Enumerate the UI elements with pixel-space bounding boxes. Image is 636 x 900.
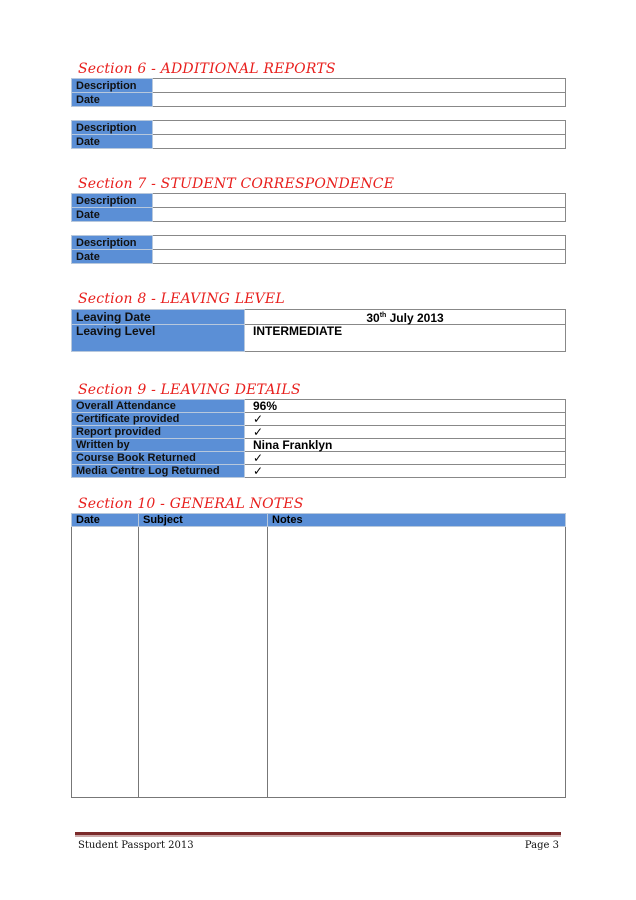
leaving-level-label: Leaving Level bbox=[72, 325, 245, 352]
report-provided-label: Report provided bbox=[72, 426, 245, 439]
description-field[interactable] bbox=[153, 236, 566, 250]
section-7-title: Section 7 - STUDENT CORRESPONDENCE bbox=[78, 176, 395, 192]
date-field[interactable] bbox=[153, 93, 566, 107]
overall-attendance-value: 96% bbox=[245, 400, 566, 413]
table-row bbox=[72, 452, 566, 465]
notes-subject-cell[interactable] bbox=[139, 527, 268, 798]
description-label: Description bbox=[72, 194, 153, 208]
description-label: Description bbox=[72, 236, 153, 250]
footer-title: Student Passport 2013 bbox=[78, 840, 194, 851]
course-book-returned-label: Course Book Returned bbox=[72, 452, 245, 465]
certificate-provided-check: ✓ bbox=[245, 413, 566, 426]
course-book-returned-check: ✓ bbox=[245, 452, 566, 465]
footer-divider bbox=[75, 832, 561, 837]
date-field[interactable] bbox=[153, 135, 566, 149]
description-field[interactable] bbox=[153, 79, 566, 93]
section-6-entry-2 bbox=[71, 120, 566, 149]
table-row bbox=[72, 439, 566, 452]
general-notes-table bbox=[71, 513, 566, 798]
description-label: Description bbox=[72, 79, 153, 93]
table-row bbox=[72, 465, 566, 478]
date-label: Date bbox=[72, 135, 153, 149]
column-header-date: Date bbox=[72, 514, 139, 527]
overall-attendance-label: Overall Attendance bbox=[72, 400, 245, 413]
section-8-title: Section 8 - LEAVING LEVEL bbox=[78, 291, 285, 307]
leaving-details-table bbox=[71, 399, 566, 478]
written-by-label: Written by bbox=[72, 439, 245, 452]
media-centre-log-returned-check: ✓ bbox=[245, 465, 566, 478]
certificate-provided-label: Certificate provided bbox=[72, 413, 245, 426]
column-header-subject: Subject bbox=[139, 514, 268, 527]
column-header-notes: Notes bbox=[268, 514, 566, 527]
description-field[interactable] bbox=[153, 194, 566, 208]
date-field[interactable] bbox=[153, 208, 566, 222]
table-row bbox=[72, 426, 566, 439]
leaving-level-table bbox=[71, 309, 566, 352]
table-row bbox=[72, 400, 566, 413]
section-7-entry-2 bbox=[71, 235, 566, 264]
section-9-title: Section 9 - LEAVING DETAILS bbox=[78, 382, 301, 398]
page-number: Page 3 bbox=[524, 840, 559, 851]
written-by-value: Nina Franklyn bbox=[245, 439, 566, 452]
leaving-date-value: 30th July 2013 bbox=[245, 310, 566, 325]
section-10-title: Section 10 - GENERAL NOTES bbox=[78, 496, 304, 512]
leaving-date-label: Leaving Date bbox=[72, 310, 245, 325]
date-label: Date bbox=[72, 93, 153, 107]
report-provided-check: ✓ bbox=[245, 426, 566, 439]
description-field[interactable] bbox=[153, 121, 566, 135]
section-7-entry-1 bbox=[71, 193, 566, 222]
notes-date-cell[interactable] bbox=[72, 527, 139, 798]
table-row bbox=[72, 413, 566, 426]
date-label: Date bbox=[72, 208, 153, 222]
media-centre-log-returned-label: Media Centre Log Returned bbox=[72, 465, 245, 478]
section-6-entry-1 bbox=[71, 78, 566, 107]
section-6-title: Section 6 - ADDITIONAL REPORTS bbox=[78, 61, 336, 77]
leaving-level-value: INTERMEDIATE bbox=[245, 325, 566, 352]
date-field[interactable] bbox=[153, 250, 566, 264]
notes-notes-cell[interactable] bbox=[268, 527, 566, 798]
description-label: Description bbox=[72, 121, 153, 135]
date-label: Date bbox=[72, 250, 153, 264]
